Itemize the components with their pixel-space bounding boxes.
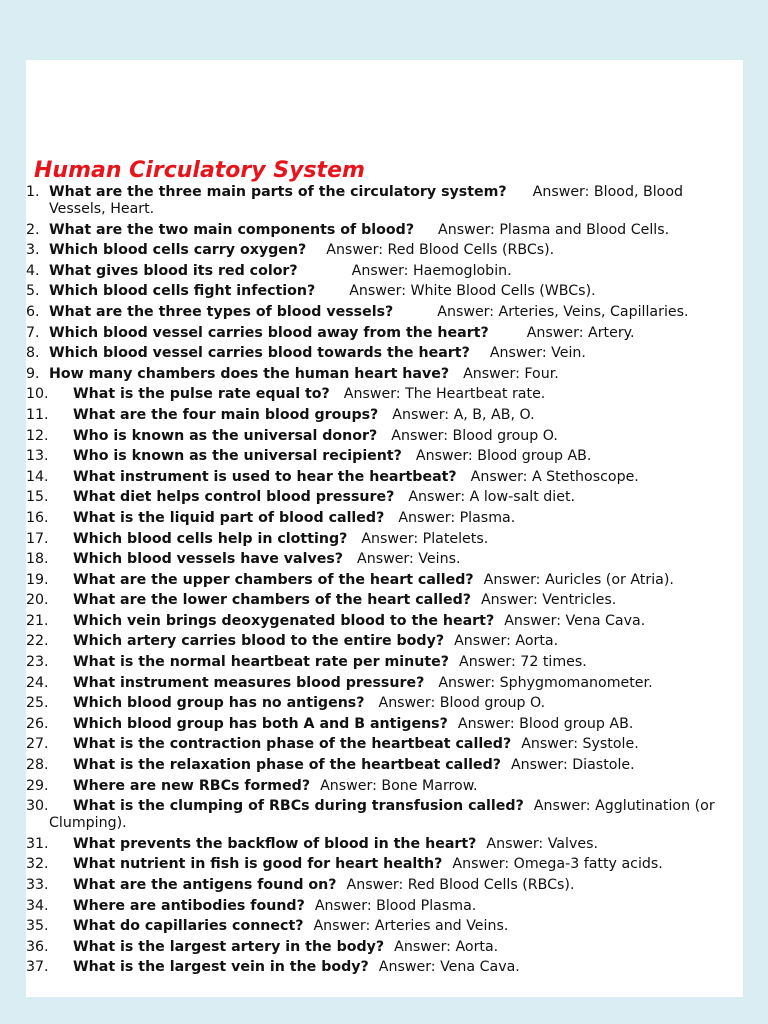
answer-text: Answer: Plasma and Blood Cells. [438, 221, 670, 238]
question-text: Where are new RBCs formed? [73, 777, 311, 794]
question-text: What are the four main blood groups? [73, 406, 379, 423]
qa-item [26, 836, 743, 853]
item-number: 18. [26, 551, 49, 568]
qa-item [26, 345, 743, 362]
item-number: 17. [26, 530, 49, 547]
item-number: 1. [26, 184, 40, 200]
item-number: 15. [26, 489, 49, 506]
qa-item [26, 695, 743, 712]
question-text: Who is known as the universal donor? [73, 427, 378, 444]
answer-text: Answer: Agglutination (or Clumping). [49, 798, 715, 832]
qa-item [26, 428, 743, 445]
item-number: 10. [26, 386, 49, 403]
question-text: Where are antibodies found? [73, 897, 305, 914]
question-text: What are the three types of blood vessels? [49, 303, 394, 320]
qa-item [26, 613, 743, 630]
item-number: 21. [26, 612, 49, 629]
answer-text: Answer: Red Blood Cells (RBCs). [326, 242, 555, 259]
question-text: What is the contraction phase of the heartbeat called? [73, 736, 512, 753]
question-text: Which blood group has no antigens? [73, 695, 365, 712]
question-text: Who is known as the universal recipient? [73, 448, 402, 465]
answer-text: Answer: Aorta. [454, 633, 559, 650]
answer-text: Answer: Systole. [521, 736, 639, 753]
qa-item [26, 283, 743, 300]
answer-text: Answer: The Heartbeat rate. [343, 386, 546, 403]
qa-item [26, 242, 743, 259]
qa-item [26, 407, 743, 424]
answer-text: Answer: Bone Marrow. [320, 777, 478, 794]
qa-item [26, 531, 743, 548]
question-text: What are the two main components of blood? [49, 221, 415, 238]
qa-item [26, 798, 743, 832]
answer-text: Answer: Valves. [486, 835, 598, 852]
item-number: 28. [26, 757, 49, 774]
answer-text: Answer: Vein. [489, 345, 586, 362]
question-text: Which blood group has both A and B antigens? [73, 715, 448, 732]
qa-item [26, 551, 743, 568]
answer-text: Answer: Veins. [357, 551, 461, 568]
answer-text: Answer: A Stethoscope. [470, 468, 639, 485]
item-number: 25. [26, 695, 49, 712]
question-text: What is the clumping of RBCs during transfusion called? [73, 798, 524, 815]
qa-item [26, 716, 743, 733]
item-number: 34. [26, 897, 49, 914]
answer-text: Answer: Haemoglobin. [351, 262, 512, 279]
qa-item [26, 263, 743, 280]
answer-text: Answer: Diastole. [510, 757, 635, 774]
question-text: Which blood vessels have valves? [73, 551, 344, 568]
item-number: 2. [26, 221, 40, 238]
qa-item [26, 325, 743, 342]
item-number: 6. [26, 303, 40, 320]
question-text: Which blood cells carry oxygen? [49, 242, 307, 259]
qa-item [26, 469, 743, 486]
question-text: What is the normal heartbeat rate per minute? [73, 654, 449, 671]
qa-item [26, 757, 743, 774]
question-text: What is the pulse rate equal to? [73, 386, 330, 403]
qa-item [26, 778, 743, 795]
item-number: 14. [26, 468, 49, 485]
qa-item [26, 736, 743, 753]
page-title: Human Circulatory System [34, 158, 365, 183]
question-text: Which blood cells fight infection? [49, 283, 316, 300]
answer-text: Answer: Blood group O. [378, 695, 546, 712]
item-number: 4. [26, 262, 40, 279]
question-text: What are the antigens found on? [73, 877, 337, 893]
answer-text: Answer: Arteries and Veins. [313, 918, 509, 935]
answer-text: Answer: Auricles (or Atria). [483, 571, 674, 588]
qa-item [26, 592, 743, 609]
item-number: 37. [26, 959, 49, 976]
qa-item [26, 675, 743, 692]
question-text: Which blood vessel carries blood away from the heart? [49, 324, 489, 341]
answer-text: Answer: Blood group AB. [457, 715, 634, 732]
answer-text: Answer: A, B, AB, O. [392, 406, 535, 423]
qa-item [26, 918, 743, 935]
question-text: Which blood vessel carries blood towards the heart? [49, 345, 470, 362]
question-text: Which artery carries blood to the entire body? [73, 633, 445, 650]
qa-item [26, 489, 743, 506]
item-number: 30. [26, 798, 49, 815]
answer-text: Answer: Omega-3 fatty acids. [452, 856, 663, 873]
question-text: What nutrient in fish is good for heart health? [73, 856, 443, 873]
question-text: What diet helps control blood pressure? [73, 489, 395, 506]
item-number: 12. [26, 427, 49, 444]
answer-text: Answer: Platelets. [361, 530, 489, 547]
question-text: What is the largest artery in the body? [73, 938, 385, 955]
question-text: Which blood cells help in clotting? [73, 530, 348, 547]
question-text: What instrument measures blood pressure? [73, 674, 425, 691]
item-number: 24. [26, 674, 49, 691]
qa-item [26, 898, 743, 915]
question-text: What are the three main parts of the circulatory system? [49, 184, 507, 200]
question-text: How many chambers does the human heart have? [49, 365, 450, 382]
answer-text: Answer: Blood, Blood Vessels, Heart. [49, 184, 684, 217]
answer-text: Answer: Blood group O. [391, 427, 558, 444]
item-number: 27. [26, 736, 49, 753]
qa-item [26, 184, 743, 218]
qa-item [26, 386, 743, 403]
item-number: 9. [26, 365, 40, 382]
item-number: 3. [26, 242, 40, 259]
answer-text: Answer: 72 times. [459, 654, 587, 671]
answer-text: Answer: Sphygmomanometer. [438, 674, 653, 691]
question-text: What are the lower chambers of the heart called? [73, 592, 471, 609]
answer-text: Answer: A low-salt diet. [408, 489, 576, 506]
item-number: 7. [26, 324, 40, 341]
item-number: 36. [26, 938, 49, 955]
document-page [26, 60, 743, 997]
qa-item [26, 654, 743, 671]
answer-text: Answer: Plasma. [398, 509, 516, 526]
question-text: What is the largest vein in the body? [73, 959, 369, 976]
qa-item [26, 959, 743, 976]
question-text: What prevents the backflow of blood in the heart? [73, 835, 477, 852]
qa-item [26, 222, 743, 239]
item-number: 19. [26, 571, 49, 588]
answer-text: Answer: Vena Cava. [378, 959, 520, 976]
item-number: 33. [26, 877, 49, 893]
qa-list [26, 184, 743, 980]
answer-text: Answer: Arteries, Veins, Capillaries. [437, 303, 689, 320]
answer-text: Answer: Blood Plasma. [314, 897, 477, 914]
item-number: 32. [26, 856, 49, 873]
question-text: What do capillaries connect? [73, 918, 304, 935]
qa-item [26, 877, 743, 894]
item-number: 35. [26, 918, 49, 935]
item-number: 22. [26, 633, 49, 650]
question-text: What is the relaxation phase of the heartbeat called? [73, 757, 501, 774]
answer-text: Answer: Ventricles. [480, 592, 617, 609]
question-text: What are the upper chambers of the heart called? [73, 571, 474, 588]
item-number: 5. [26, 283, 40, 300]
question-text: Which vein brings deoxygenated blood to the heart? [73, 612, 495, 629]
answer-text: Answer: Vena Cava. [504, 612, 646, 629]
answer-text: Answer: Red Blood Cells (RBCs). [346, 877, 575, 893]
item-number: 29. [26, 777, 49, 794]
question-text: What instrument is used to hear the heartbeat? [73, 468, 457, 485]
item-number: 16. [26, 509, 49, 526]
qa-item [26, 448, 743, 465]
item-number: 20. [26, 592, 49, 609]
item-number: 13. [26, 448, 49, 465]
qa-item [26, 856, 743, 873]
answer-text: Answer: Blood group AB. [415, 448, 592, 465]
item-number: 26. [26, 715, 49, 732]
answer-text: Answer: White Blood Cells (WBCs). [349, 283, 596, 300]
answer-text: Answer: Artery. [526, 324, 635, 341]
item-number: 11. [26, 406, 49, 423]
qa-item [26, 366, 743, 383]
qa-item [26, 572, 743, 589]
item-number: 31. [26, 835, 49, 852]
answer-text: Answer: Four. [463, 365, 559, 382]
question-text: What is the liquid part of blood called? [73, 509, 385, 526]
qa-item [26, 633, 743, 650]
qa-item [26, 939, 743, 956]
qa-item [26, 304, 743, 321]
qa-item [26, 510, 743, 527]
question-text: What gives blood its red color? [49, 262, 298, 279]
item-number: 8. [26, 345, 40, 362]
answer-text: Answer: Aorta. [394, 938, 499, 955]
item-number: 23. [26, 654, 49, 671]
